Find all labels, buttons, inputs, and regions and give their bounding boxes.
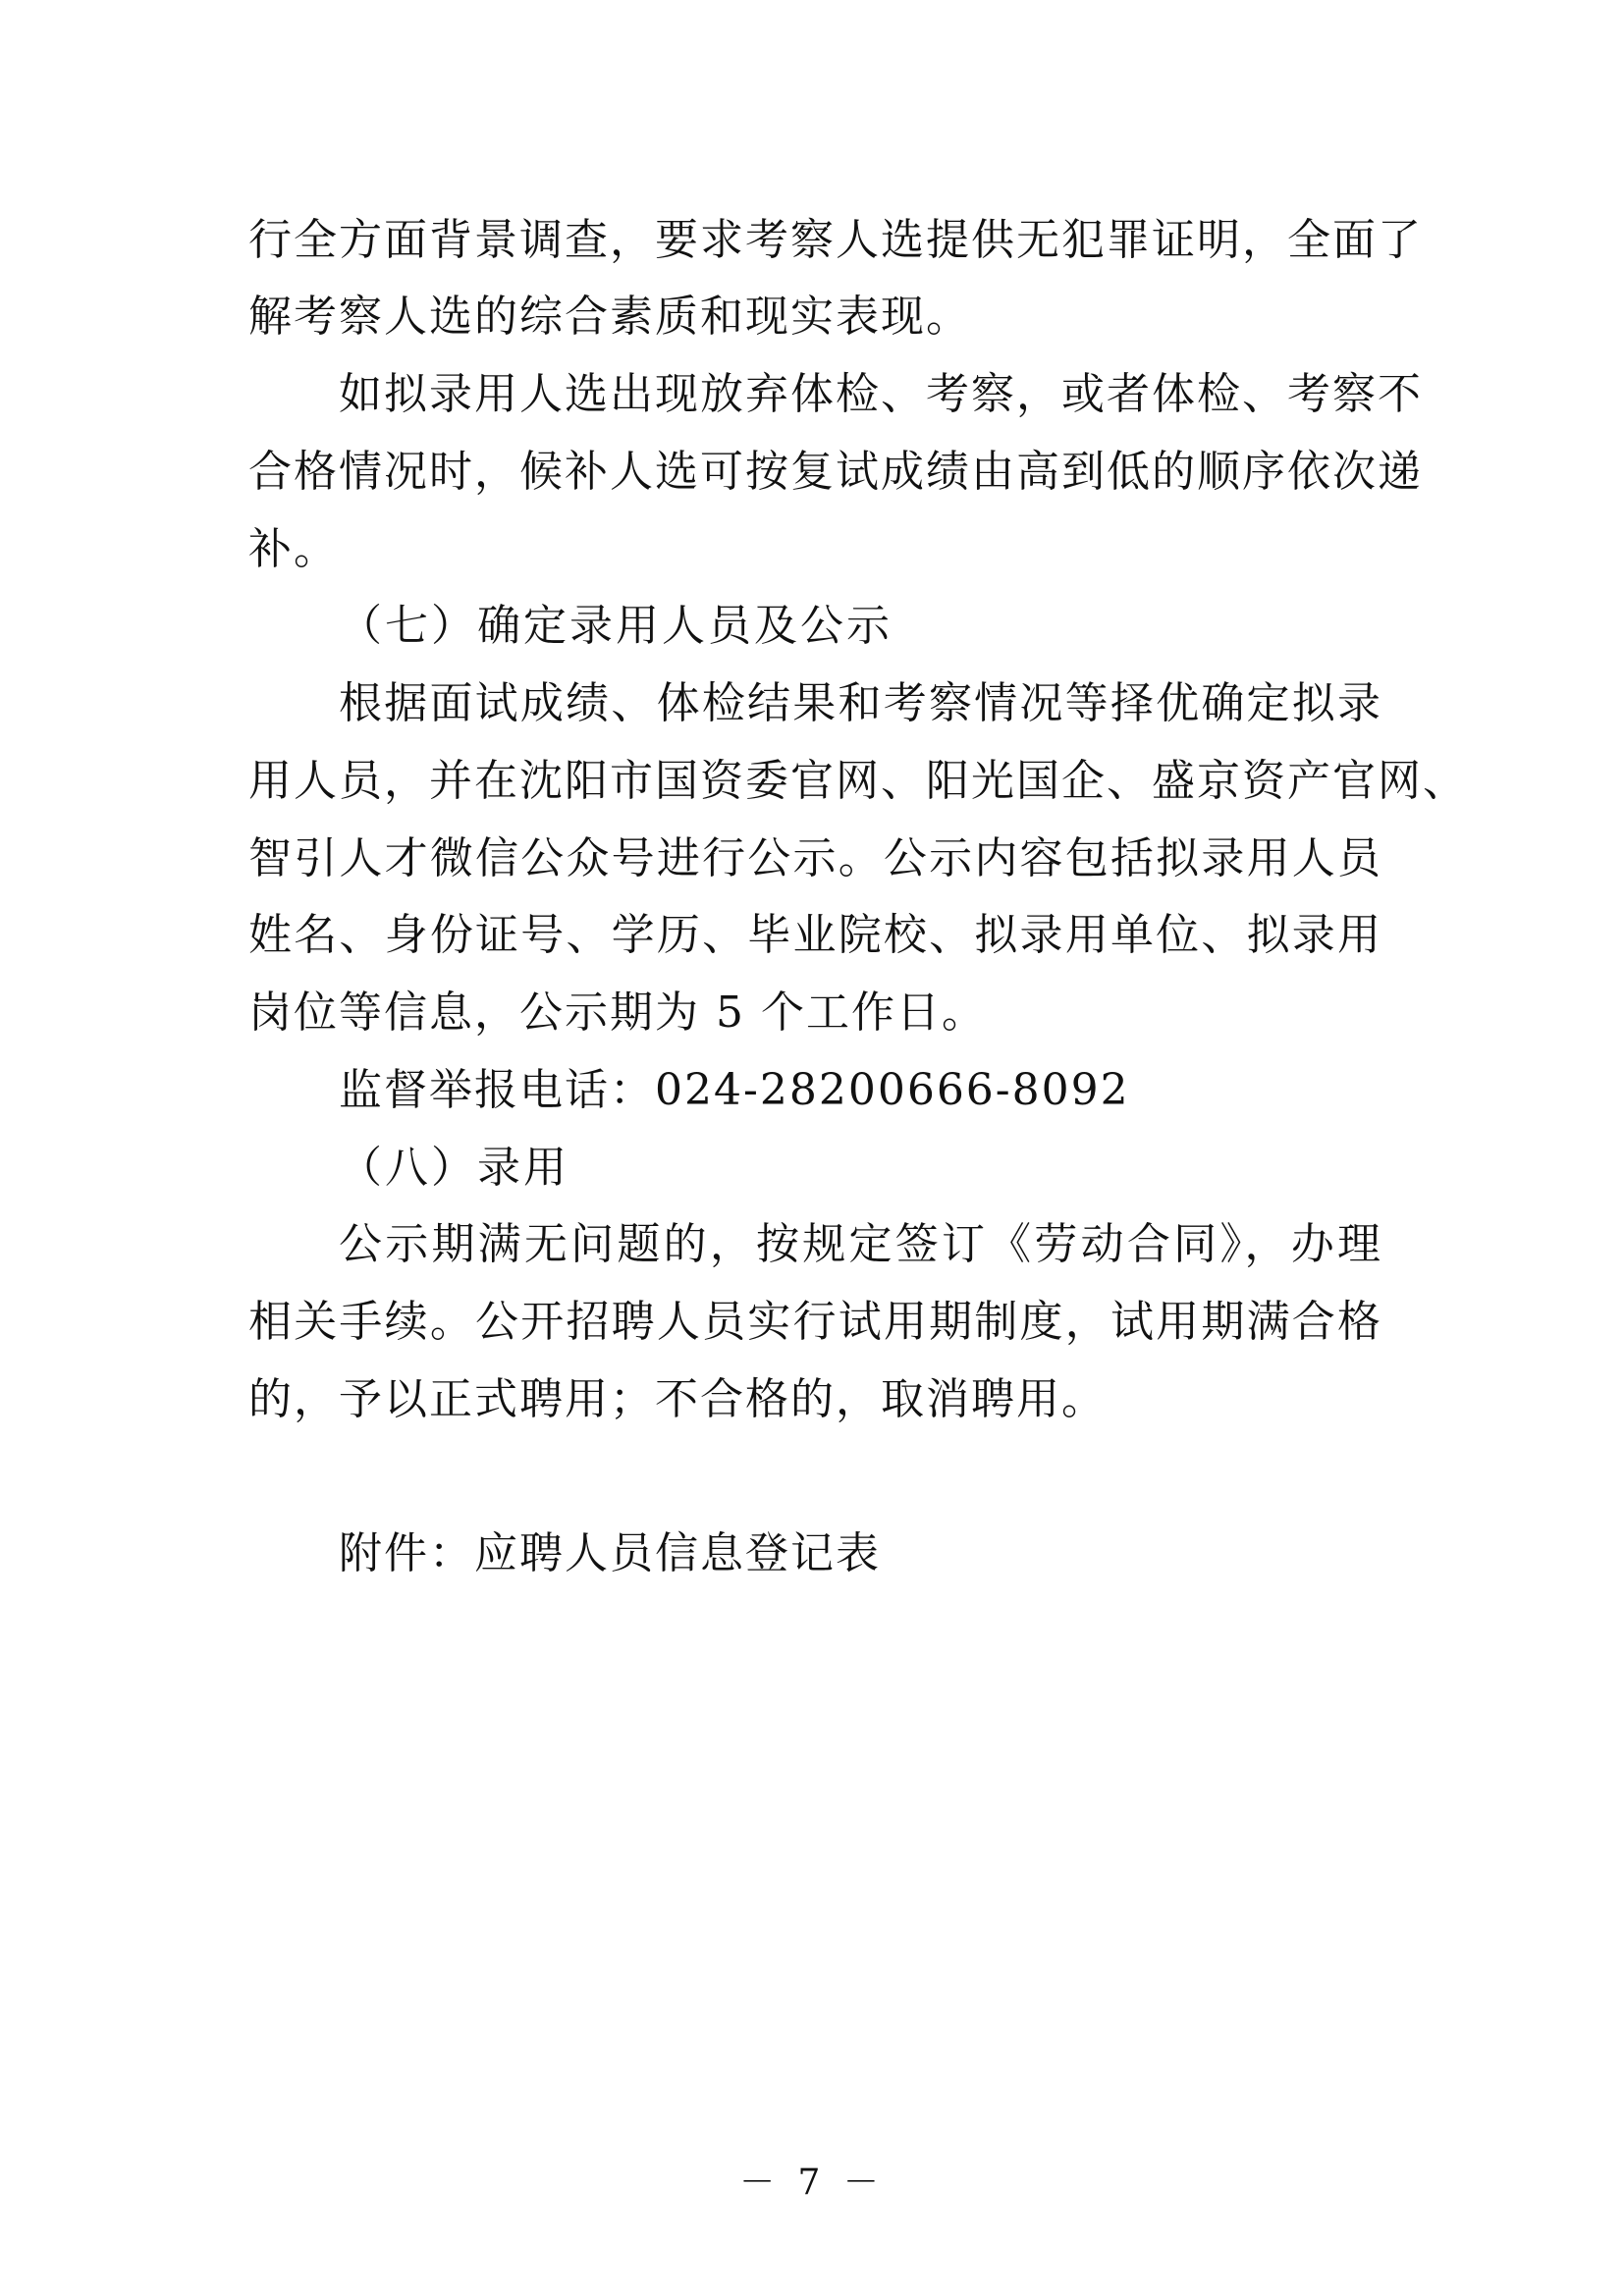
body-line: 用人员，并在沈阳市国资委官网、阳光国企、盛京资产官网、: [248, 756, 1468, 806]
body-line: 姓名、身份证号、学历、毕业院校、拟录用单位、拟录用: [248, 910, 1382, 960]
attachment-line: 附件：应聘人员信息登记表: [339, 1528, 881, 1578]
body-line: 补。: [248, 524, 339, 574]
body-line: 根据面试成绩、体检结果和考察情况等择优确定拟录: [339, 678, 1382, 728]
body-line: 合格情况时，候补人选可按复试成绩由高到低的顺序依次递: [248, 447, 1423, 497]
body-line: 解考察人选的综合素质和现实表现。: [248, 292, 971, 342]
page-number: － 7 －: [739, 2163, 885, 2203]
body-line: 相关手续。公开招聘人员实行试用期制度，试用期满合格: [248, 1297, 1382, 1347]
body-line: 公示期满无问题的，按规定签订《劳动合同》，办理: [339, 1219, 1382, 1269]
hotline-line: 监督举报电话：024-28200666-8092: [339, 1065, 1130, 1115]
section-heading: （八）录用: [339, 1143, 569, 1193]
body-line: 行全方面背景调查，要求考察人选提供无犯罪证明，全面了: [248, 215, 1423, 265]
section-heading: （七）确定录用人员及公示: [339, 601, 893, 651]
body-line: 岗位等信息，公示期为 5 个工作日。: [248, 988, 987, 1038]
body-line: 的，予以正式聘用；不合格的，取消聘用。: [248, 1374, 1107, 1424]
body-line: 如拟录用人选出现放弃体检、考察，或者体检、考察不: [339, 369, 1423, 419]
body-line: 智引人才微信公众号进行公示。公示内容包括拟录用人员: [248, 833, 1382, 883]
